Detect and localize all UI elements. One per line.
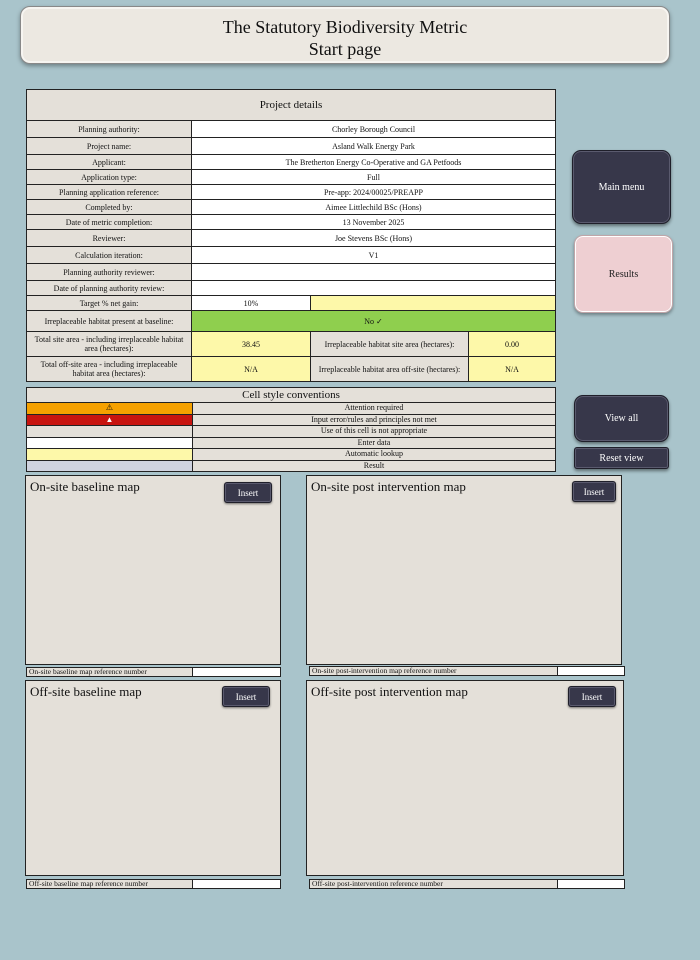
not-appropriate-swatch [27,426,193,437]
list-item [27,426,555,438]
reviewer-label: Reviewer: [27,230,192,246]
completion-date-field[interactable]: 13 November 2025 [192,215,555,229]
page-title-banner [20,6,670,64]
onsite-post-map-panel [306,475,622,665]
convention-label: Result [193,461,555,472]
offsite-baseline-map-title: Off-site baseline map [30,684,142,699]
planning-authority-field[interactable]: Chorley Borough Council [192,121,555,137]
onsite-baseline-ref-row [26,667,281,677]
cell-style-conventions [26,387,556,472]
offsite-post-ref-row [309,879,625,889]
main-menu-button[interactable]: Main menu [572,150,671,224]
table-row [27,332,555,357]
authority-review-date-label: Date of planning authority review: [27,281,192,295]
authority-reviewer-label: Planning authority reviewer: [27,264,192,280]
irreplaceable-site-area-value: 0.00 [469,332,555,356]
irreplaceable-baseline-value: No ✓ [192,311,555,331]
irreplaceable-offsite-area-value: N/A [469,357,555,381]
target-net-gain-label: Target % net gain: [27,296,192,310]
convention-label: Enter data [193,438,555,449]
authority-review-date-field[interactable] [192,281,555,295]
table-row [27,357,555,381]
project-details-heading: Project details [27,90,555,121]
calculation-iteration-field[interactable]: V1 [192,247,555,263]
table-row [27,170,555,185]
irreplaceable-site-area-label: Irreplaceable habitat site area (hectares): [311,332,469,356]
table-row [27,296,555,311]
onsite-post-ref-field[interactable] [558,667,624,675]
convention-label: Input error/rules and principles not met [193,415,555,426]
calculation-iteration-label: Calculation iteration: [27,247,192,263]
results-button[interactable]: Results [574,235,673,313]
target-net-gain-field[interactable]: 10% [192,296,311,310]
applicant-field[interactable]: The Bretherton Energy Co-Operative and GA Petfoods [192,155,555,169]
project-name-field[interactable]: Asland Walk Energy Park [192,138,555,154]
convention-label: Use of this cell is not appropriate [193,426,555,437]
total-site-area-label: Total site area - including irreplaceable habitat area (hectares): [27,332,192,356]
irreplaceable-offsite-area-label: Irreplaceable habitat area off-site (hectares): [311,357,469,381]
planning-authority-label: Planning authority: [27,121,192,137]
offsite-baseline-map-panel [25,680,281,876]
target-net-gain-lookup [311,296,555,310]
offsite-post-map-panel [306,680,624,876]
planning-reference-label: Planning application reference: [27,185,192,199]
page-title: The Statutory Biodiversity Metric [222,17,468,37]
irreplaceable-baseline-label: Irreplaceable habitat present at baseline: [27,311,192,331]
list-item [27,449,555,461]
application-type-field[interactable]: Full [192,170,555,184]
completed-by-field[interactable]: Aimee Littlechild BSc (Hons) [192,200,555,214]
completion-date-label: Date of metric completion: [27,215,192,229]
offsite-baseline-ref-field[interactable] [193,880,280,888]
table-row [27,311,555,332]
table-row [27,200,555,215]
offsite-post-ref-label: Off-site post-intervention reference number [310,880,558,888]
onsite-baseline-ref-field[interactable] [193,668,280,676]
result-swatch [27,461,193,472]
authority-reviewer-field[interactable] [192,264,555,280]
application-type-label: Application type: [27,170,192,184]
enter-data-swatch [27,438,193,449]
table-row [27,230,555,247]
conventions-heading: Cell style conventions [27,388,555,403]
offsite-post-ref-field[interactable] [558,880,624,888]
project-name-label: Project name: [27,138,192,154]
onsite-baseline-insert-button[interactable]: Insert [224,482,272,503]
completed-by-label: Completed by: [27,200,192,214]
table-row [27,264,555,281]
list-item [27,403,555,415]
automatic-lookup-swatch [27,449,193,460]
list-item [27,415,555,427]
error-icon: ▲ [27,415,193,426]
total-offsite-area-value: N/A [192,357,311,381]
offsite-post-insert-button[interactable]: Insert [568,686,616,707]
onsite-post-ref-row [309,666,625,676]
project-details-table [26,89,556,382]
onsite-post-ref-label: On-site post-intervention map reference number [310,667,558,675]
table-row [27,155,555,170]
view-all-button[interactable]: View all [574,395,669,442]
table-row [27,185,555,200]
table-row [27,121,555,138]
list-item [27,438,555,450]
offsite-post-map-title: Off-site post intervention map [311,684,468,699]
convention-label: Automatic lookup [193,449,555,460]
warning-icon: ⚠ [27,403,193,414]
page-subtitle: Start page [308,39,382,59]
offsite-baseline-ref-row [26,879,281,889]
total-site-area-value: 38.45 [192,332,311,356]
onsite-baseline-map-title: On-site baseline map [30,479,140,494]
onsite-baseline-ref-label: On-site baseline map reference number [27,668,193,676]
list-item [27,461,555,472]
convention-label: Attention required [193,403,555,414]
offsite-baseline-ref-label: Off-site baseline map reference number [27,880,193,888]
applicant-label: Applicant: [27,155,192,169]
onsite-post-map-title: On-site post intervention map [311,479,466,494]
table-row [27,281,555,296]
reviewer-field[interactable]: Joe Stevens BSc (Hons) [192,230,555,246]
onsite-post-insert-button[interactable]: Insert [572,481,616,502]
planning-reference-field[interactable]: Pre-app: 2024/00025/PREAPP [192,185,555,199]
table-row [27,138,555,155]
table-row [27,215,555,230]
onsite-baseline-map-panel [25,475,281,665]
total-offsite-area-label: Total off-site area - including irreplaceable habitat area (hectares): [27,357,192,381]
offsite-baseline-insert-button[interactable]: Insert [222,686,270,707]
table-row [27,247,555,264]
reset-view-button[interactable]: Reset view [574,447,669,469]
